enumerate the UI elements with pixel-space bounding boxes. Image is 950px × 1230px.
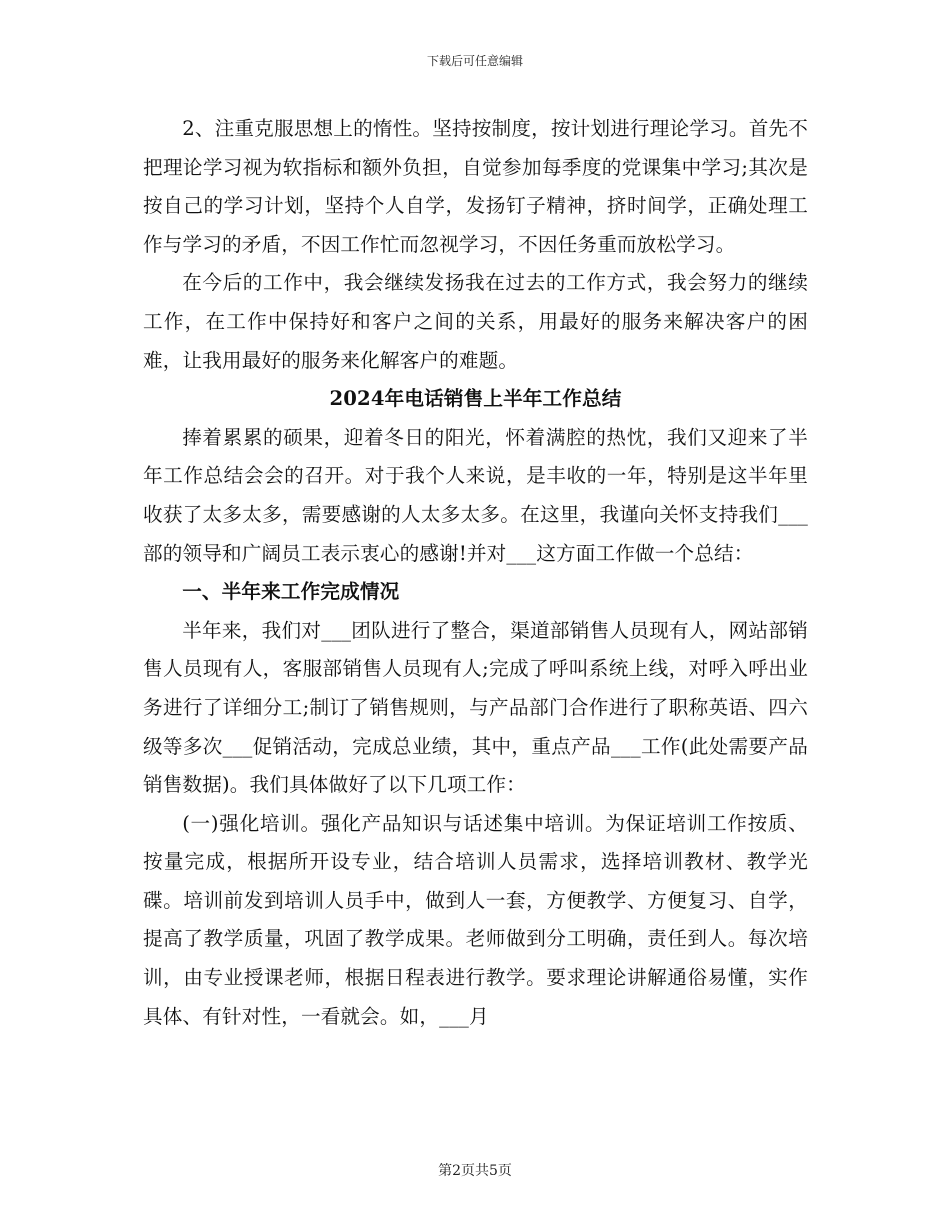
page-footer: 第2页共5页	[438, 1163, 512, 1179]
document-title: 2024年电话销售上半年工作总结	[329, 387, 622, 411]
page-header: 下载后可任意编辑	[426, 54, 523, 68]
section-heading-1: 一、半年来工作完成情况	[182, 580, 400, 604]
document-body	[143, 110, 808, 1036]
paragraph-intro: 捧着累累的硕果，迎着冬日的阳光，怀着满腔的热忱，我们又迎来了半年工作总结会会的召开。对于我个人来说，是丰收的一年，特别是这半年里收获了太多太多，需要感谢的人太多太多。在这里，我谨向关怀支持我们___部的领导和广阔员工表示衷心的感谢!并对___这方面工作做一个总结：	[143, 425, 808, 565]
paragraph-future-work: 在今后的工作中，我会继续发扬我在过去的工作方式，我会努力的继续工作，在工作中保持好和客户之间的关系，用最好的服务来解决客户的困难，让我用最好的服务来化解客户的难题。	[143, 271, 808, 372]
paragraph-training: (一)强化培训。强化产品知识与话述集中培训。为保证培训工作按质、按量完成，根据所开设专业，结合培训人员需求，选择培训教材、教学光碟。培训前发到培训人员手中，做到人一套，方便教学、方便复习、自学，提高了教学质量，巩固了教学成果。老师做到分工明确，责任到人。每次培训，由专业授课老师，根据日程表进行教学。要求理论讲解通俗易懂，实作具体、有针对性，一看就会。如，___月	[143, 811, 808, 1028]
paragraph-half-year-summary: 半年来，我们对___团队进行了整合，渠道部销售人员现有人，网站部销售人员现有人，客服部销售人员现有人;完成了呼叫系统上线，对呼入呼出业务进行了详细分工;制订了销售规则，与产品部门合作进行了职称英语、四六级等多次___促销活动，完成总业绩，其中，重点产品___工作(此处需要产品销售数据)。我们具体做好了以下几项工作：	[143, 618, 808, 797]
paragraph-study-diligence: 2、注重克服思想上的惰性。坚持按制度，按计划进行理论学习。首先不把理论学习视为软指标和额外负担，自觉参加每季度的党课集中学习;其次是按自己的学习计划，坚持个人自学，发扬钉子精神，挤时间学，正确处理工作与学习的矛盾，不因工作忙而忽视学习，不因任务重而放松学习。	[143, 117, 808, 256]
